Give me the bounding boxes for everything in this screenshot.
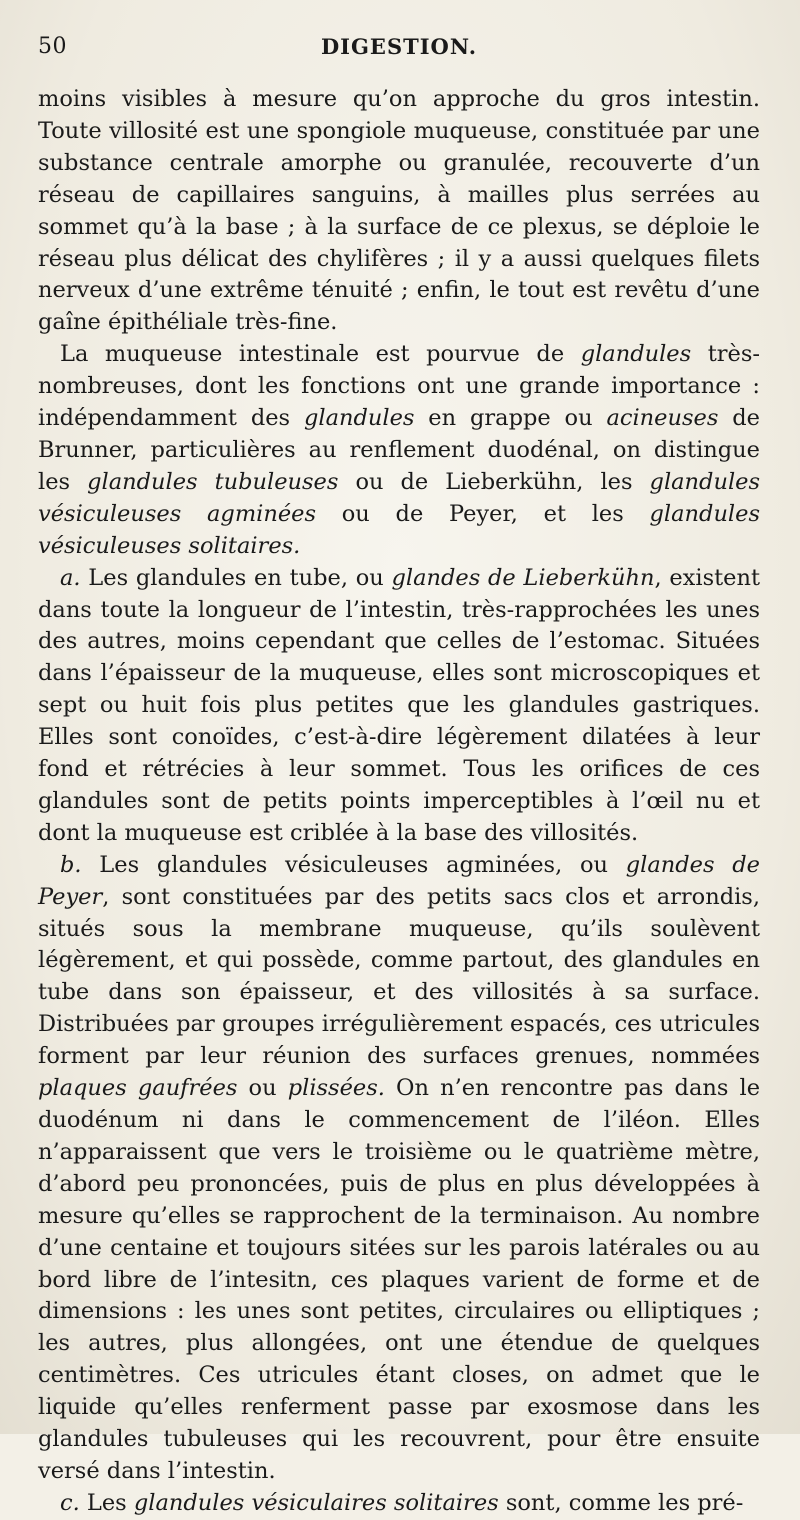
text-run: de Brunner, particulières au renflement duodénal, on distingue les: [38, 405, 760, 495]
text-run: On n’en rencontre pas dans le duodénum ni dans le commencement de l’iléon. Elles n’apparaissent que vers le troisième ou le quatrième mètre, d’abord peu prononcées, puis de plus en plus développées à mesure qu’elles se rapprochent de la terminaison. Au nombre d’une centaine et toujours sitées sur les parois latérales ou au bord libre de l’intesitn, ces plaques varient de forme et de dimensions : les unes sont petites, circulaires ou elliptiques ; les autres, plus allongées, ont une étendue de quelques centimètres. Ces utricules étant closes, on admet que le liquide qu’elles renferment passe par exosmose dans les glandules tubuleuses qui les recouvrent, pour être ensuite versé dans l’intestin.: [38, 1075, 761, 1484]
page-header: [38, 32, 760, 72]
text-run: ou de Lieberkühn, les: [338, 468, 650, 495]
paragraph: [38, 563, 760, 850]
italic-text: b.: [60, 851, 82, 878]
paragraph: [38, 84, 760, 339]
text-run: moins visibles à mesure qu’on approche du gros intestin. Toute villosité est une spongiole muqueuse, constituée par une substance centrale amorphe ou granulée, recouverte d’un réseau de capillaires sanguins, à mailles plus serrées au sommet qu’à la base ; à la surface de ce plexus, se déploie le réseau plus délicat des chylifères ; il y a aussi quelques filets nerveux d’une extrême ténuité ; enfin, le tout est revêtu d’une gaîne épithéliale très-fine.: [38, 86, 760, 336]
text-run: ou: [237, 1075, 288, 1102]
italic-text: c.: [60, 1489, 80, 1516]
text-run: en grappe ou: [414, 405, 607, 432]
running-head: DIGESTION.: [320, 34, 478, 59]
paragraph: [38, 1488, 760, 1520]
italic-text: a.: [60, 564, 81, 591]
text-run: Les glandules en tube, ou: [80, 564, 392, 591]
text-run: Les glandules vésiculeuses agminées, ou: [81, 851, 626, 878]
page-number: 50: [38, 34, 67, 59]
body-text: [38, 84, 760, 1520]
text-run: , existent dans toute la longueur de l’intestin, très-rapprochées les unes des autres, moins cependant que celles de l’estomac. Situées dans l’épaisseur de la muqueuse, elles sont microscopiques et sept ou huit fois plus petites que les glandules gastriques. Elles sont conoïdes, c’est-à-dire légèrement dilatées à leur fond et rétrécies à leur sommet. Tous les orifices de ces glandules sont de petits points imperceptibles à l’œil nu et dont la muqueuse est criblée à la base des villosités.: [38, 564, 761, 846]
italic-text: acineuses: [606, 405, 719, 432]
italic-text: plissées.: [287, 1075, 385, 1102]
text-run: , sont constituées par des petits sacs clos et arrondis, situés sous la membrane muqueuse, qu’ils soulèvent légèrement, et qui possède, comme partout, des glandules en tube dans son épaisseur, et des villosités à sa surface. Distribuées par groupes irrégulièrement espacés, ces utricules forment par leur réunion des surfaces grenues, nommées: [38, 883, 760, 1070]
italic-text: glandules vésiculaires solitaires: [133, 1489, 499, 1516]
paragraph: [38, 850, 760, 1488]
text-run: sont, comme les pré-: [498, 1489, 744, 1516]
italic-text: glandules: [303, 405, 415, 432]
italic-text: glandules vésiculeuses agminées: [38, 468, 761, 527]
italic-text: glandes de Peyer: [38, 851, 760, 910]
paragraph: [38, 339, 760, 562]
italic-text: glandules: [580, 341, 692, 368]
text-run: Les: [79, 1489, 134, 1516]
text-run: ou de Peyer, et les: [316, 500, 650, 527]
text-run: La muqueuse intestinale est pourvue de: [60, 341, 581, 368]
italic-text: glandules tubuleuses: [87, 468, 339, 495]
italic-text: glandes de Lieberkühn: [391, 564, 655, 591]
italic-text: plaques gaufrées: [38, 1075, 238, 1102]
text-run: très-nombreuses, dont les fonctions ont une grande importance : indépendamment des: [38, 341, 760, 432]
italic-text: glandules vésiculeuses solitaires.: [38, 500, 760, 559]
